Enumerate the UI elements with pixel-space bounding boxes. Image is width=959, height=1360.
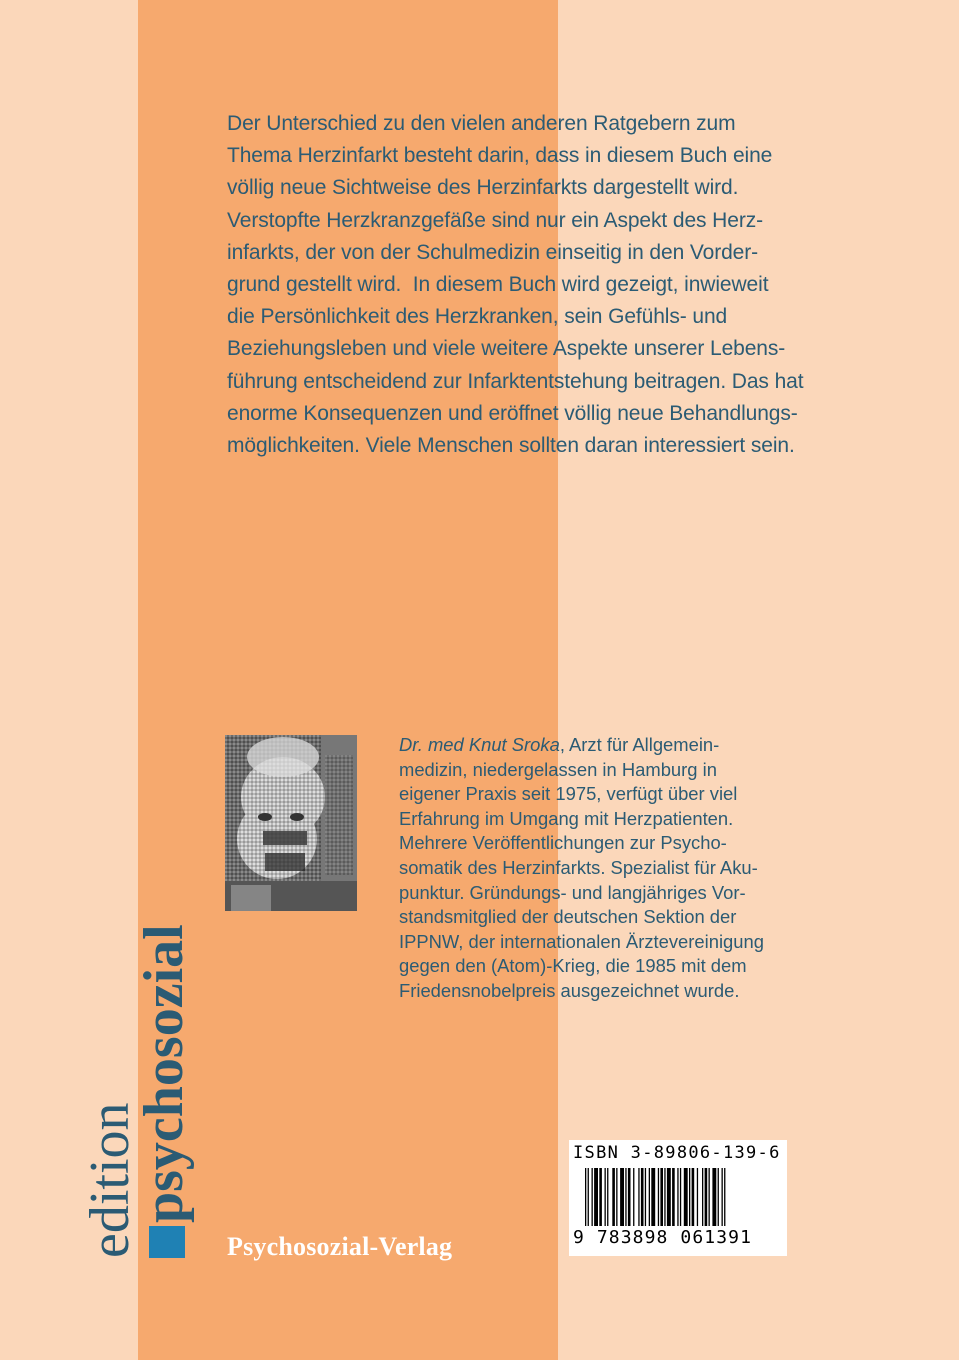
barcode-bar (692, 1168, 695, 1226)
barcode-bar (649, 1168, 650, 1226)
blurb-line: Beziehungsleben und viele weitere Aspekte unserer Lebens- (227, 337, 786, 361)
blurb-line: führung entscheidend zur Infarktentstehung beitragen. Das hat (227, 369, 804, 393)
blurb-line: Thema Herzinfarkt besteht darin, dass in diesem Buch eine (227, 144, 773, 168)
barcode-bar (664, 1168, 665, 1226)
ean-number: 9 783898 061391 (573, 1227, 753, 1248)
barcode-bar (592, 1168, 593, 1226)
bio-line: IPPNW, der internationalen Ärztevereinigung (399, 930, 764, 952)
barcode-bar (658, 1168, 659, 1226)
barcode-bar (588, 1168, 589, 1226)
barcode-bar (705, 1168, 708, 1226)
bio-line: Erfahrung im Umgang mit Herzpatienten. (399, 807, 734, 829)
blurb-line: möglichkeiten. Viele Menschen sollten daran interessiert sein. (227, 434, 795, 458)
barcode-bar (677, 1168, 678, 1226)
barcode-bar (620, 1168, 624, 1226)
barcode-bar (651, 1168, 655, 1226)
barcode-bar (680, 1168, 681, 1226)
author-portrait (225, 735, 357, 911)
bio-line: somatik des Herzinfarkts. Spezialist für Aku- (399, 856, 758, 878)
barcode-bar (660, 1168, 663, 1226)
bio-first-line (399, 733, 839, 758)
barcode-bar (612, 1168, 615, 1226)
barcode-bar (607, 1168, 608, 1226)
blurb-line: Der Unterschied zu den vielen anderen Ratgebern zum (227, 112, 736, 135)
blurb-line: grund gestellt wird. In diesem Buch wird gezeigt, inwieweit (227, 273, 769, 297)
barcode-bar (633, 1168, 634, 1226)
bio-line: eigener Praxis seit 1975, verfügt über viel (399, 783, 738, 805)
barcode-bar (594, 1168, 598, 1226)
barcode-bar (645, 1168, 646, 1226)
barcode-bars (585, 1168, 775, 1226)
barcode-bar (585, 1168, 586, 1226)
logo-square-icon (149, 1226, 185, 1258)
book-blurb (227, 108, 827, 462)
barcode-bar (605, 1168, 606, 1226)
barcode-bar (684, 1168, 688, 1226)
blurb-line: Verstopfte Herzkranzgefäße sind nur ein Aspekt des Herz- (227, 208, 764, 232)
barcode-bar (641, 1168, 644, 1226)
isbn-barcode (569, 1140, 787, 1256)
bio-line: punktur. Gründungs- und langjähriges Vor- (399, 881, 746, 903)
author-name: Dr. med Knut Sroka (399, 734, 560, 755)
barcode-bar (724, 1168, 725, 1226)
blurb-line: die Persönlichkeit des Herzkranken, sein Gefühls- und (227, 305, 728, 329)
barcode-bar (638, 1168, 639, 1226)
barcode-bar (672, 1168, 675, 1226)
bio-line: Mehrere Veröffentlichungen zur Psycho- (399, 832, 727, 854)
bio-line: medizin, niedergelassen in Hamburg in (399, 758, 717, 780)
blurb-line: völlig neue Sichtweise des Herzinfarkts dargestellt wird. (227, 176, 739, 200)
barcode-bar (689, 1168, 690, 1226)
bio-line: Friedensnobelpreis ausgezeichnet wurde. (399, 979, 740, 1001)
barcode-bar (718, 1168, 719, 1226)
barcode-bar (697, 1168, 698, 1226)
blurb-line: enorme Konsequenzen und eröffnet völlig neue Behandlungs- (227, 401, 798, 425)
barcode-bar (709, 1168, 710, 1226)
bio-line: standsmitglied der deutschen Sektion der (399, 906, 737, 928)
logo-row (133, 818, 195, 1258)
author-portrait-image (225, 735, 357, 911)
logo-word-psychosozial: psychosozial (133, 924, 195, 1223)
barcode-bar (616, 1168, 617, 1226)
barcode-bar (625, 1168, 626, 1226)
barcode-bar (628, 1168, 631, 1226)
logo-word-edition: edition (79, 1102, 141, 1258)
bio-first-line-rest: , Arzt für Allgemein- (559, 734, 720, 755)
barcode-bar (712, 1168, 716, 1226)
publisher-name: Psychosozial-Verlag (227, 1232, 453, 1261)
author-bio (399, 733, 839, 1004)
isbn-text: ISBN 3-89806-139-6 (573, 1143, 781, 1163)
blurb-line: infarkts, der von der Schulmedizin einseitig in den Vorder- (227, 240, 759, 264)
barcode-bar (667, 1168, 671, 1226)
barcode-bar (599, 1168, 602, 1226)
bio-line: gegen den (Atom)-Krieg, die 1985 mit dem (399, 955, 747, 977)
edition-psychosozial-logo (79, 818, 195, 1258)
barcode-bar (702, 1168, 703, 1226)
barcode-bar (722, 1168, 723, 1226)
